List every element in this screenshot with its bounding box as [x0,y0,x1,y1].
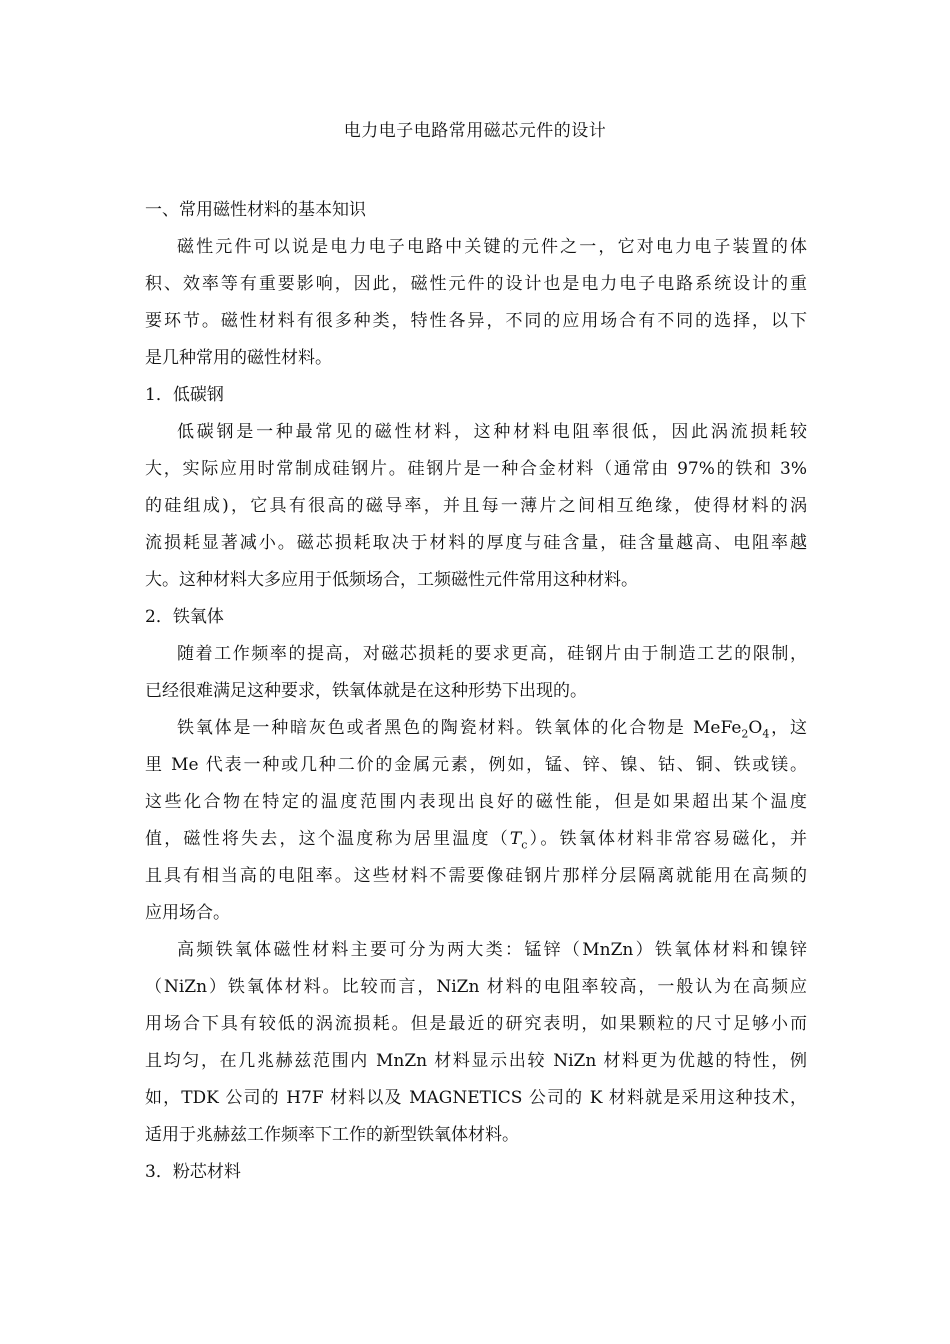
paragraph-line: 已经很难满足这种要求，铁氧体就是在这种形势下出现的。 [145,681,587,701]
paragraph-line: 随着工作频率的提高，对磁芯损耗的要求更高，硅钢片由于制造工艺的限制， [177,644,807,664]
text-run: 值，磁性将失去，这个温度称为居里温度（ [145,829,510,849]
section-heading: 一、常用磁性材料的基本知识 [145,200,366,220]
paragraph-line: 低碳钢是一种最常见的磁性材料，这种材料电阻率很低，因此涡流损耗较 [177,422,807,442]
paragraph-line: 这些化合物在特定的温度范围内表现出良好的磁性能，但是如果超出某个温度 [145,792,807,812]
paragraph-line: 如，TDK 公司的 H7F 材料以及 MAGNETICS 公司的 K 材料就是采用这种技术， [145,1088,807,1108]
subscript: 2 [741,727,749,741]
page-title: 电力电子电路常用磁芯元件的设计 [343,121,607,141]
document-body [145,192,807,1191]
subscript: c [521,838,528,852]
paragraph-line: 且具有相当高的电阻率。这些材料不需要像硅钢片那样分层隔离就能用在高频的 [145,866,807,886]
subsection-heading: 1．低碳钢 [145,385,224,405]
text-run: O [748,718,763,738]
symbol-t: T [509,829,522,849]
paragraph-line [145,821,807,858]
paragraph-line: 流损耗显著减小。磁芯损耗取决于材料的厚度与硅含量，硅含量越高、电阻率越 [145,533,807,553]
text-run: ，这 [769,718,808,738]
paragraph-line: 适用于兆赫兹工作频率下工作的新型铁氧体材料。 [145,1125,519,1145]
paragraph-line: 积、效率等有重要影响，因此，磁性元件的设计也是电力电子电路系统设计的重 [145,274,807,294]
paragraph-line: 且均匀，在几兆赫兹范围内 MnZn 材料显示出较 NiZn 材料更为优越的特性，例 [145,1051,807,1071]
paragraph-line: 用场合下具有较低的涡流损耗。但是最近的研究表明，如果颗粒的尺寸足够小而 [145,1014,807,1034]
paragraph-line: 应用场合。 [145,903,230,923]
subsection-heading: 2．铁氧体 [145,607,224,627]
paragraph-line: 的硅组成)，它具有很高的磁导率，并且每一薄片之间相互绝缘，使得材料的涡 [145,496,807,516]
paragraph-line: 大。这种材料大多应用于低频场合，工频磁性元件常用这种材料。 [145,570,638,590]
paragraph-line: （NiZn）铁氧体材料。比较而言，NiZn 材料的电阻率较高，一般认为在高频应 [145,977,807,997]
paragraph-line: 大，实际应用时常制成硅钢片。硅钢片是一种合金材料（通常由 97%的铁和 3% [145,459,807,479]
text-run: 铁氧体是一种暗灰色或者黑色的陶瓷材料。铁氧体的化合物是 MeFe [177,718,742,738]
paragraph-line: 是几种常用的磁性材料。 [145,348,332,368]
paragraph-line: 磁性元件可以说是电力电子电路中关键的元件之一，它对电力电子装置的体 [177,237,807,257]
subscript: 4 [762,727,770,741]
subsection-heading: 3．粉芯材料 [145,1162,241,1182]
paragraph-line: 里 Me 代表一种或几种二价的金属元素，例如，锰、锌、镍、钴、铜、铁或镁。 [145,755,807,775]
paragraph-line: 高频铁氧体磁性材料主要可分为两大类：锰锌（MnZn）铁氧体材料和镍锌 [177,940,807,960]
text-run: ）。铁氧体材料非常容易磁化，并 [527,829,808,849]
paragraph-line [145,710,807,747]
paragraph-line: 要环节。磁性材料有很多种类，特性各异，不同的应用场合有不同的选择，以下 [145,311,807,331]
